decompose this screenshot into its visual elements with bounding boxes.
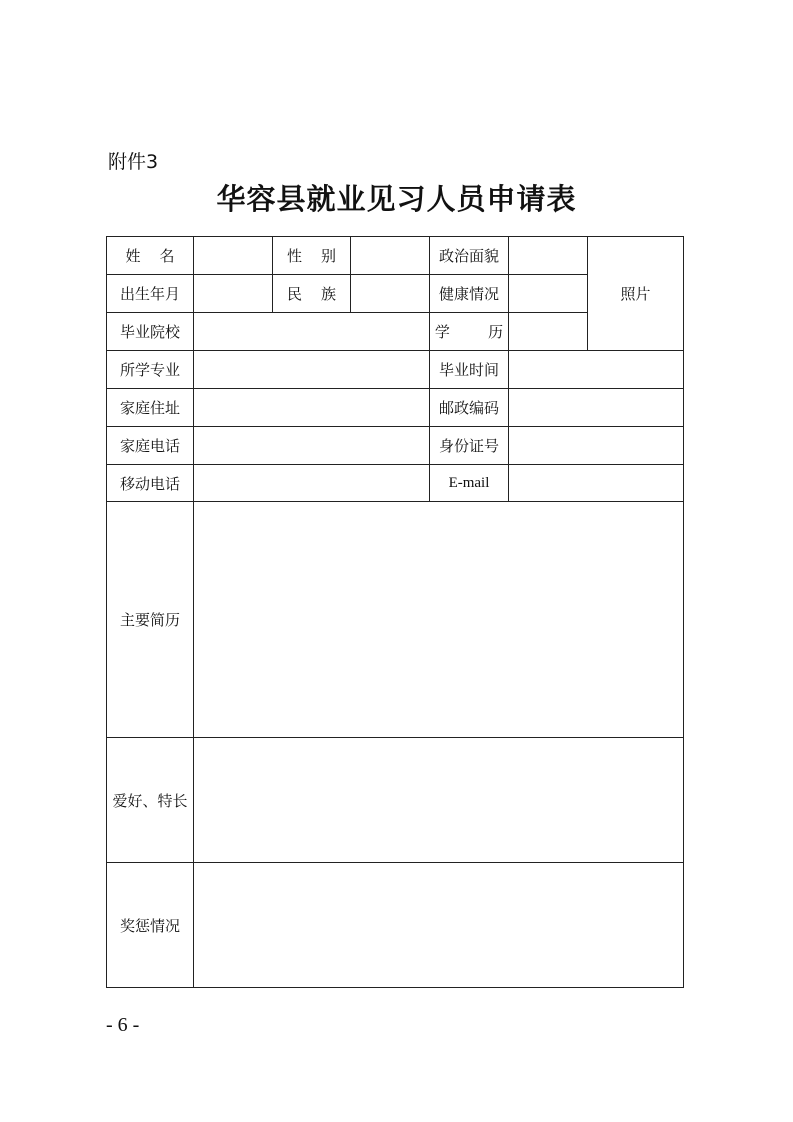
major-label: 所学专业 <box>107 351 194 389</box>
gender-label: 性 别 <box>273 237 351 275</box>
ethnic-field[interactable] <box>351 275 430 313</box>
gender-field[interactable] <box>351 237 430 275</box>
form-row-major <box>107 351 684 389</box>
mobile-field[interactable] <box>194 465 430 502</box>
form-row-address <box>107 389 684 427</box>
name-label: 姓 名 <box>107 237 194 275</box>
home-phone-field[interactable] <box>194 427 430 465</box>
application-form-table <box>106 236 684 988</box>
photo-box[interactable]: 照片 <box>588 237 684 351</box>
birth-field[interactable] <box>194 275 273 313</box>
home-phone-label: 家庭电话 <box>107 427 194 465</box>
major-field[interactable] <box>194 351 430 389</box>
politics-label: 政治面貌 <box>430 237 509 275</box>
form-row-name <box>107 237 684 275</box>
hobbies-label: 爱好、特长 <box>107 738 194 863</box>
form-row-mobile <box>107 465 684 502</box>
education-label: 学 历 <box>430 313 509 351</box>
politics-field[interactable] <box>509 237 588 275</box>
school-field[interactable] <box>194 313 430 351</box>
form-row-hobbies <box>107 738 684 863</box>
form-row-resume <box>107 502 684 738</box>
form-title: 华容县就业见习人员申请表 <box>216 182 577 216</box>
health-label: 健康情况 <box>430 275 509 313</box>
page-number: - 6 - <box>106 1014 140 1036</box>
resume-label: 主要简历 <box>107 502 194 738</box>
email-field[interactable] <box>509 465 684 502</box>
education-field[interactable] <box>509 313 588 351</box>
form-row-home-phone <box>107 427 684 465</box>
postcode-label: 邮政编码 <box>430 389 509 427</box>
form-row-awards <box>107 863 684 988</box>
awards-field[interactable] <box>194 863 684 988</box>
resume-field[interactable] <box>194 502 684 738</box>
address-label: 家庭住址 <box>107 389 194 427</box>
postcode-field[interactable] <box>509 389 684 427</box>
address-field[interactable] <box>194 389 430 427</box>
awards-label: 奖惩情况 <box>107 863 194 988</box>
grad-time-label: 毕业时间 <box>430 351 509 389</box>
attachment-label: 附件3 <box>108 151 159 173</box>
health-field[interactable] <box>509 275 588 313</box>
email-label: E-mail <box>430 465 509 502</box>
school-label: 毕业院校 <box>107 313 194 351</box>
mobile-label: 移动电话 <box>107 465 194 502</box>
grad-time-field[interactable] <box>509 351 684 389</box>
name-field[interactable] <box>194 237 273 275</box>
ethnic-label: 民 族 <box>273 275 351 313</box>
birth-label: 出生年月 <box>107 275 194 313</box>
hobbies-field[interactable] <box>194 738 684 863</box>
id-label: 身份证号 <box>430 427 509 465</box>
id-field[interactable] <box>509 427 684 465</box>
